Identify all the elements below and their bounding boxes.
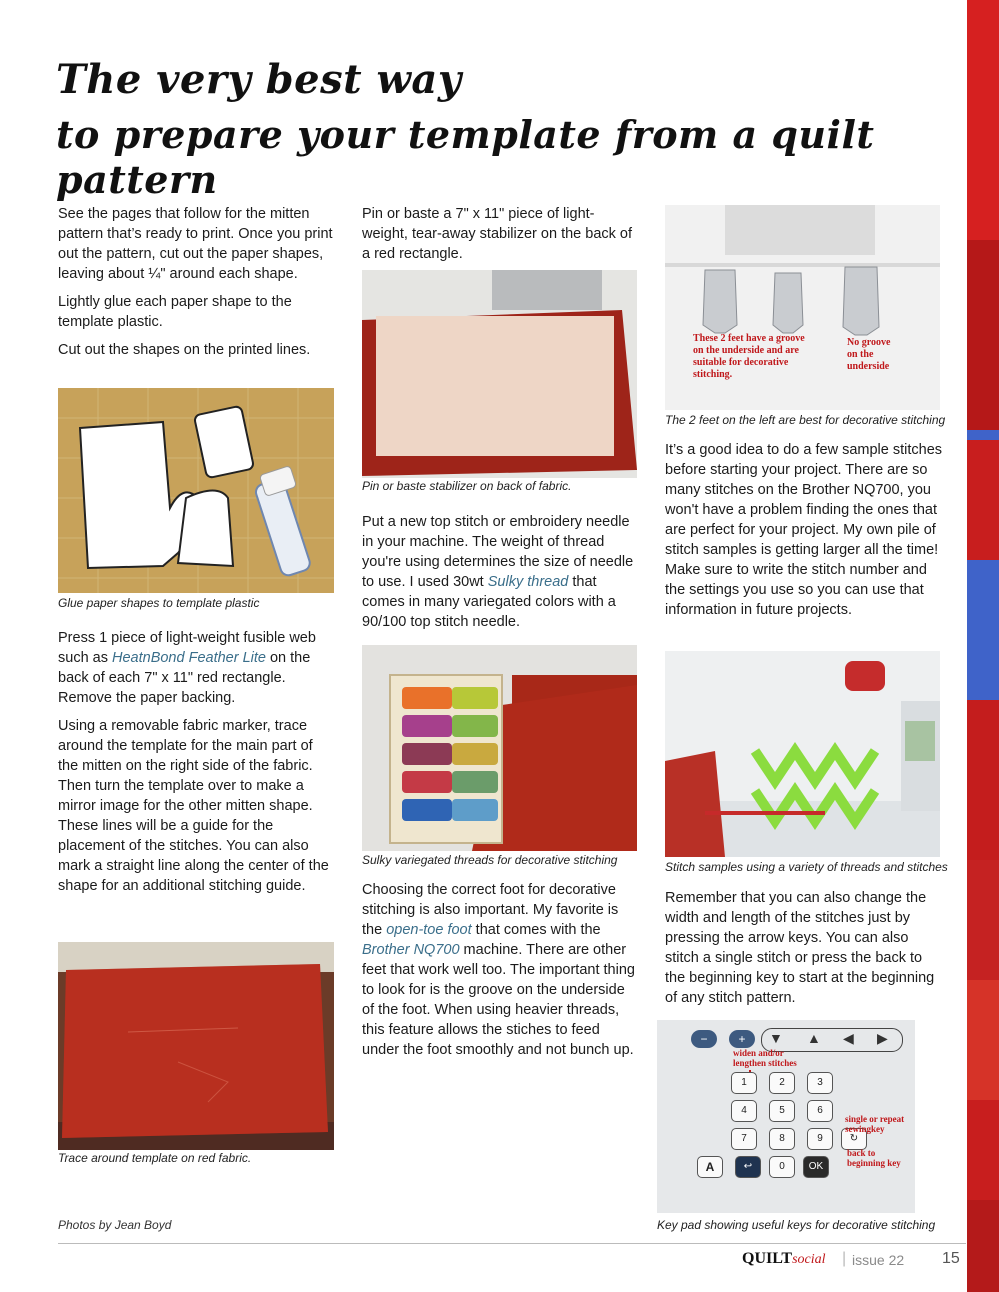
col2-paragraph-1: Pin or baste a 7" x 11" piece of light-weight, tear-away stabilizer on the back of a red rectangle. xyxy=(362,206,632,262)
arrow-up-icon: ▲ xyxy=(807,1030,821,1046)
col2-paragraph-2-text-a: Put a new top stitch or embroidery needle in your machine. The weight of thread you're using determines the size of needle to use. I used 30wt xyxy=(362,514,634,590)
keypad-label-single-repeat: single or repeat sewingkey xyxy=(845,1114,905,1134)
footer-divider xyxy=(58,1243,966,1244)
photo-trace-template xyxy=(58,942,334,1150)
col3-paragraph-2: Remember that you can also change the width and length of the stitches just by pressing the arrow keys. You can also stitch a single stitch or press the back to the beginning key to start at the beginning of any stitch pattern. xyxy=(665,890,935,1006)
caption-sulky-threads: Sulky variegated threads for decorative stitching xyxy=(362,853,618,867)
arrow-left-icon: ◀ xyxy=(843,1030,854,1046)
key-8: 8 xyxy=(769,1128,795,1150)
sulky-thread-link[interactable]: Sulky thread xyxy=(487,574,569,590)
caption-stabilizer: Pin or baste stabilizer on back of fabric. xyxy=(362,479,572,493)
caption-keypad: Key pad showing useful keys for decorative stitching xyxy=(657,1218,936,1232)
feet-label-right: No groove on the underside xyxy=(847,337,891,372)
footer-brand xyxy=(742,1250,826,1268)
plus-key-1: + xyxy=(729,1030,755,1048)
photo-stitch-samples xyxy=(665,651,940,857)
col1-paragraph-5: Using a removable fabric marker, trace around the template for the main part of the mitten on the right side of the fabric. Then turn the template over to make a mirror image for the other mitten shape. These lines will be a guide for the placement of the stitches. You can also mark a straight line along the center of the shape for an additional stitching guide. xyxy=(58,718,329,894)
col1-paragraph-2: Lightly glue each paper shape to the template plastic. xyxy=(58,294,292,330)
caption-stitch-samples: Stitch samples using a variety of threads and stitches xyxy=(665,860,948,874)
footer-brand-main: QUILT xyxy=(742,1250,793,1267)
key-a: A xyxy=(697,1156,723,1178)
feet-label-left: These 2 feet have a groove on the underside and are suitable for decorative stitching. xyxy=(693,333,805,380)
key-ok: OK xyxy=(803,1156,829,1178)
column-1-text-top xyxy=(58,204,334,368)
caption-presser-feet: The 2 feet on the left are best for decorative stitching xyxy=(665,413,946,427)
page-title-line-2: to prepare your template from a quilt pattern xyxy=(56,112,875,202)
arrow-right-icon: ▶ xyxy=(877,1030,888,1046)
column-3-text-top xyxy=(665,440,945,628)
keypad-label-back-to-beginning: back to beginning key xyxy=(847,1148,901,1168)
page-number: 15 xyxy=(942,1250,960,1267)
key-0: 0 xyxy=(769,1156,795,1178)
caption-trace-template: Trace around template on red fabric. xyxy=(58,1151,252,1165)
key-9: 9 xyxy=(807,1128,833,1150)
caption-glue-paper-shapes: Glue paper shapes to template plastic xyxy=(58,596,260,610)
col1-paragraph-4-text-a: Press 1 piece of light-weight fusible web such as xyxy=(58,630,316,666)
keypad-label-widen: widen and/or lengthen stitches xyxy=(733,1048,797,1068)
col2-paragraph-3 xyxy=(362,880,638,1060)
key-3: 3 xyxy=(807,1072,833,1094)
key-2: 2 xyxy=(769,1072,795,1094)
column-2-text-top xyxy=(362,204,638,272)
footer-issue: issue 22 xyxy=(852,1252,905,1268)
heatnbond-link[interactable]: HeatnBond Feather Lite xyxy=(112,650,266,666)
arrow-down-icon: ▼ xyxy=(769,1030,783,1046)
col2-paragraph-3-text-b: that comes with the xyxy=(471,922,601,938)
column-3-text-bottom xyxy=(665,888,945,1016)
col2-paragraph-3-text-c: machine. There are other feet that work well too. The important thing to look for is the groove on the underside of the foot. When using heavier threads, this feature allows the stiches to feed under the foot smoothly and not bunch up. xyxy=(362,942,635,1058)
key-5: 5 xyxy=(769,1100,795,1122)
footer-brand-script: social xyxy=(792,1252,826,1267)
col2-paragraph-2-text-b: that comes in many variegated colors with a 90/100 top stitch needle. xyxy=(362,574,616,630)
column-2-text-bottom xyxy=(362,880,638,1068)
col1-paragraph-3: Cut out the shapes on the printed lines. xyxy=(58,342,311,358)
col2-paragraph-2 xyxy=(362,512,638,632)
back-to-beginning-key: ↩ xyxy=(735,1156,761,1178)
open-toe-foot-link[interactable]: open-toe foot xyxy=(386,922,472,938)
photo-glue-paper-shapes xyxy=(58,388,334,593)
key-7: 7 xyxy=(731,1128,757,1150)
single-repeat-key: ↻ xyxy=(841,1128,867,1150)
column-2-text-middle xyxy=(362,512,638,640)
photo-credit: Photos by Jean Boyd xyxy=(58,1218,172,1232)
brother-nq700-link[interactable]: Brother NQ700 xyxy=(362,942,460,958)
col1-paragraph-4 xyxy=(58,628,334,708)
photo-keypad xyxy=(657,1020,915,1213)
col2-paragraph-3-text-a: Choosing the correct foot for decorative stitching is also important. My favorite is the xyxy=(362,882,619,938)
col3-paragraph-1: It’s a good idea to do a few sample stitches before starting your project. There are so many stitches on the Brother NQ700, you won't have a problem finding the ones that are perfect for your project. My own pile of stitch samples is getting larger all the time! Make sure to write the stitch number and the settings you use so you can use that information in future projects. xyxy=(665,442,943,618)
photo-presser-feet xyxy=(665,205,940,410)
key-1: 1 xyxy=(731,1072,757,1094)
key-6: 6 xyxy=(807,1100,833,1122)
page-title-line-1: The very best way xyxy=(56,56,462,103)
photo-sulky-threads xyxy=(362,645,637,851)
photo-stabilizer xyxy=(362,270,637,478)
decorative-fabric-stripe xyxy=(967,0,999,1292)
col1-paragraph-4-text-b: on the back of each 7" x 11" red rectangle. Remove the paper backing. xyxy=(58,650,311,706)
column-1-text-middle xyxy=(58,628,334,904)
key-4: 4 xyxy=(731,1100,757,1122)
footer-separator: | xyxy=(842,1250,847,1267)
minus-key-1: − xyxy=(691,1030,717,1048)
col1-paragraph-1: See the pages that follow for the mitten pattern that’s ready to print. Once you print out the pattern, cut out the paper shapes, leaving about ¼" around each shape. xyxy=(58,206,333,282)
